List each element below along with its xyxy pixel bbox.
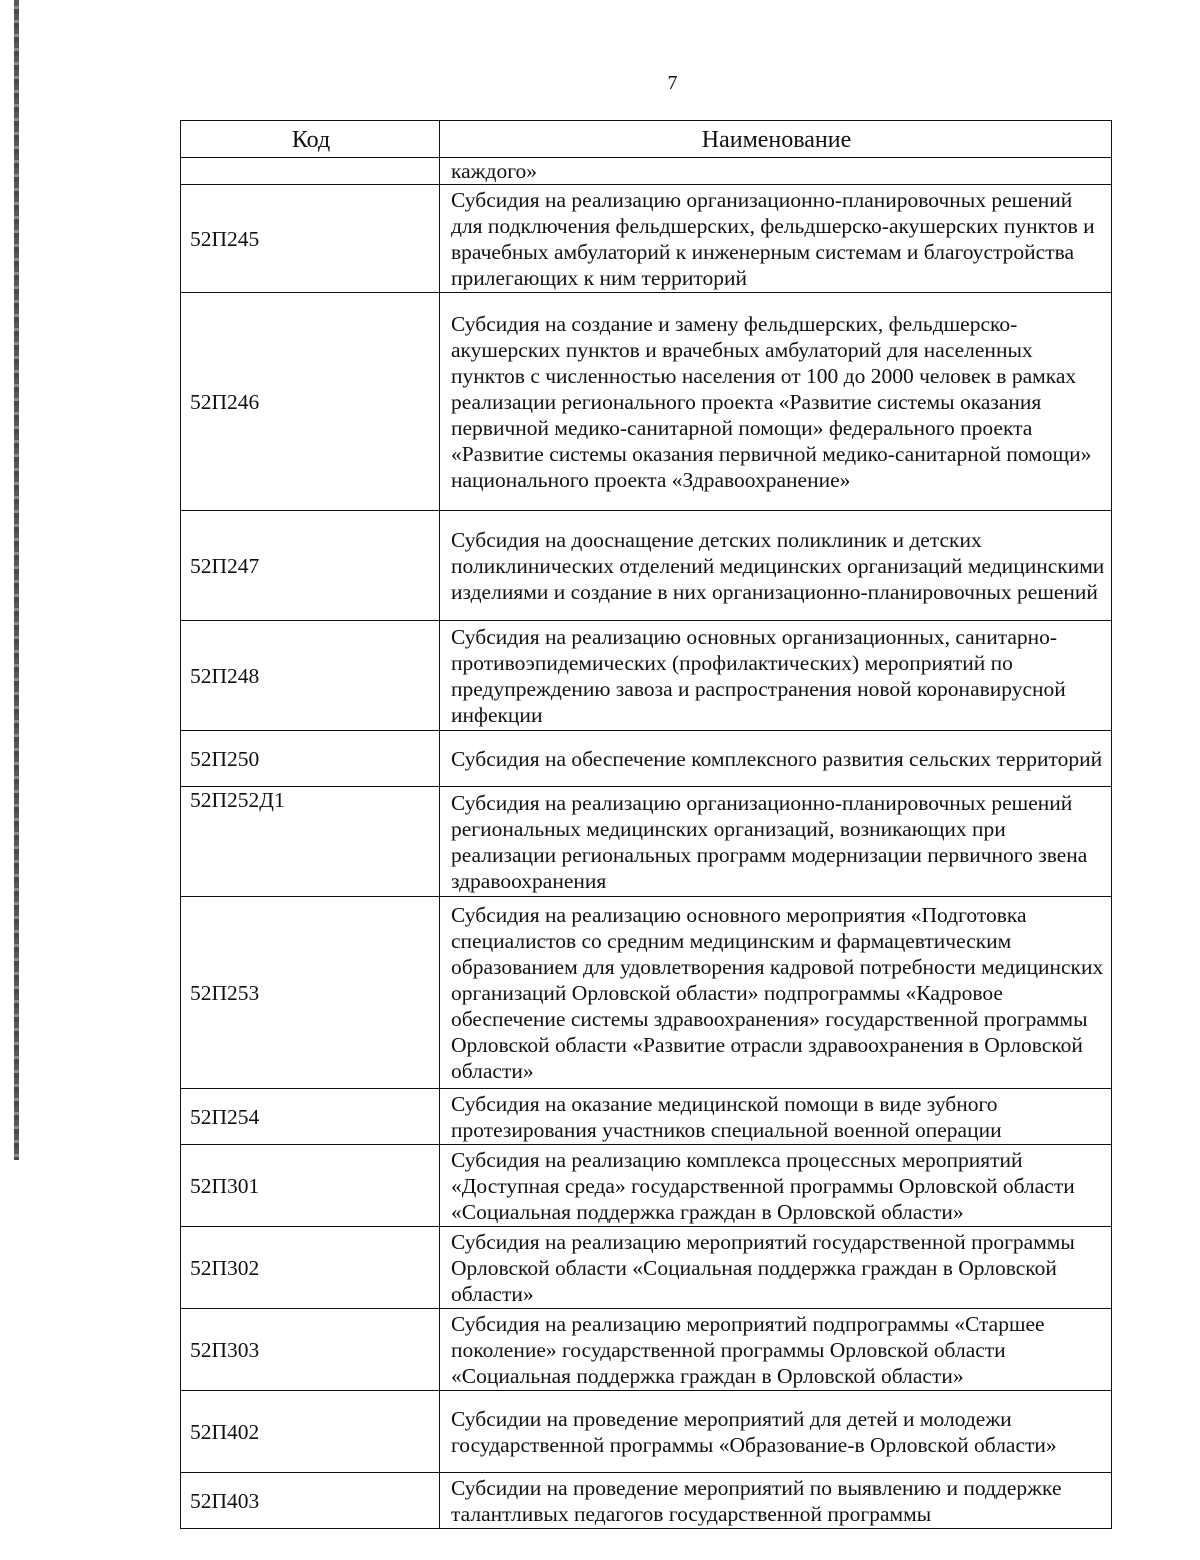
row-code: 52П302 (181, 1227, 440, 1309)
table-row (181, 731, 1112, 787)
row-code: 52П254 (181, 1089, 440, 1145)
table-row (181, 158, 1112, 185)
row-name: каждого» (440, 158, 1112, 185)
row-name: Субсидия на реализацию комплекса процессных мероприятий «Доступная среда» государственной программы Орловской области «Социальная поддержка граждан в Орловской области» (440, 1145, 1112, 1227)
table-row (181, 1391, 1112, 1473)
row-name: Субсидия на реализацию организационно-планировочных решений для подключения фельдшерских, фельдшерско-акушерских пунктов и врачебных амбулаторий к инженерным системам и благоустройства прилегающих к ним территорий (440, 185, 1112, 293)
budget-codes-table (180, 120, 1112, 1529)
table-row (181, 511, 1112, 621)
table-row (181, 897, 1112, 1089)
row-code: 52П303 (181, 1309, 440, 1391)
row-code: 52П250 (181, 731, 440, 787)
row-code: 52П253 (181, 897, 440, 1089)
row-code: 52П245 (181, 185, 440, 293)
row-code: 52П402 (181, 1391, 440, 1473)
row-code: 52П252Д1 (181, 787, 440, 897)
table-row (181, 1227, 1112, 1309)
row-code: 52П246 (181, 293, 440, 511)
table-row (181, 1089, 1112, 1145)
row-name: Субсидия на реализацию мероприятий государственной программы Орловской области «Социальная поддержка граждан в Орловской области» (440, 1227, 1112, 1309)
row-name: Субсидия на реализацию организационно-планировочных решений региональных медицинских организаций, возникающих при реализации региональных программ модернизации первичного звена здравоохранения (440, 787, 1112, 897)
scan-edge-artifact (14, 0, 19, 1160)
row-name: Субсидия на реализацию мероприятий подпрограммы «Старшее поколение» государственной программы Орловской области «Социальная поддержка граждан в Орловской области» (440, 1309, 1112, 1391)
row-name: Субсидии на проведение мероприятий для детей и молодежи государственной программы «Образование-в Орловской области» (440, 1391, 1112, 1473)
row-code: 52П301 (181, 1145, 440, 1227)
table-row (181, 185, 1112, 293)
row-code: 52П403 (181, 1473, 440, 1529)
table-row (181, 621, 1112, 731)
table-row (181, 1473, 1112, 1529)
row-name: Субсидия на оказание медицинской помощи в виде зубного протезирования участников специальной военной операции (440, 1089, 1112, 1145)
row-name: Субсидия на создание и замену фельдшерских, фельдшерско-акушерских пунктов и врачебных амбулаторий для населенных пунктов с численностью населения от 100 до 2000 человек в рамках реализации регионального проекта «Развитие системы оказания первичной медико-санитарной помощи» федерального проекта «Развитие системы оказания первичной медико-санитарной помощи» национального проекта «Здравоохранение» (440, 293, 1112, 511)
header-name: Наименование (440, 121, 1112, 158)
table-header-row (181, 121, 1112, 158)
page-number: 7 (667, 72, 678, 94)
row-name: Субсидия на обеспечение комплексного развития сельских территорий (440, 731, 1112, 787)
row-name: Субсидии на проведение мероприятий по выявлению и поддержке талантливых педагогов государственной программы (440, 1473, 1112, 1529)
row-code (181, 158, 440, 185)
header-code: Код (181, 121, 440, 158)
row-code: 52П247 (181, 511, 440, 621)
row-name: Субсидия на реализацию основного мероприятия «Подготовка специалистов со средним медицинским и фармацевтическим образованием для удовлетворения кадровой потребности медицинских организаций Орловской области» подпрограммы «Кадровое обеспечение системы здравоохранения» государственной программы Орловской области «Развитие отрасли здравоохранения в Орловской области» (440, 897, 1112, 1089)
table-row (181, 1309, 1112, 1391)
row-code: 52П248 (181, 621, 440, 731)
table-row (181, 1145, 1112, 1227)
row-name: Субсидия на дооснащение детских поликлиник и детских поликлинических отделений медицинских организаций медицинскими изделиями и создание в них организационно-планировочных решений (440, 511, 1112, 621)
table-row (181, 293, 1112, 511)
table-row (181, 787, 1112, 897)
row-name: Субсидия на реализацию основных организационных, санитарно-противоэпидемических (профилактических) мероприятий по предупреждению завоза и распространения новой коронавирусной инфекции (440, 621, 1112, 731)
